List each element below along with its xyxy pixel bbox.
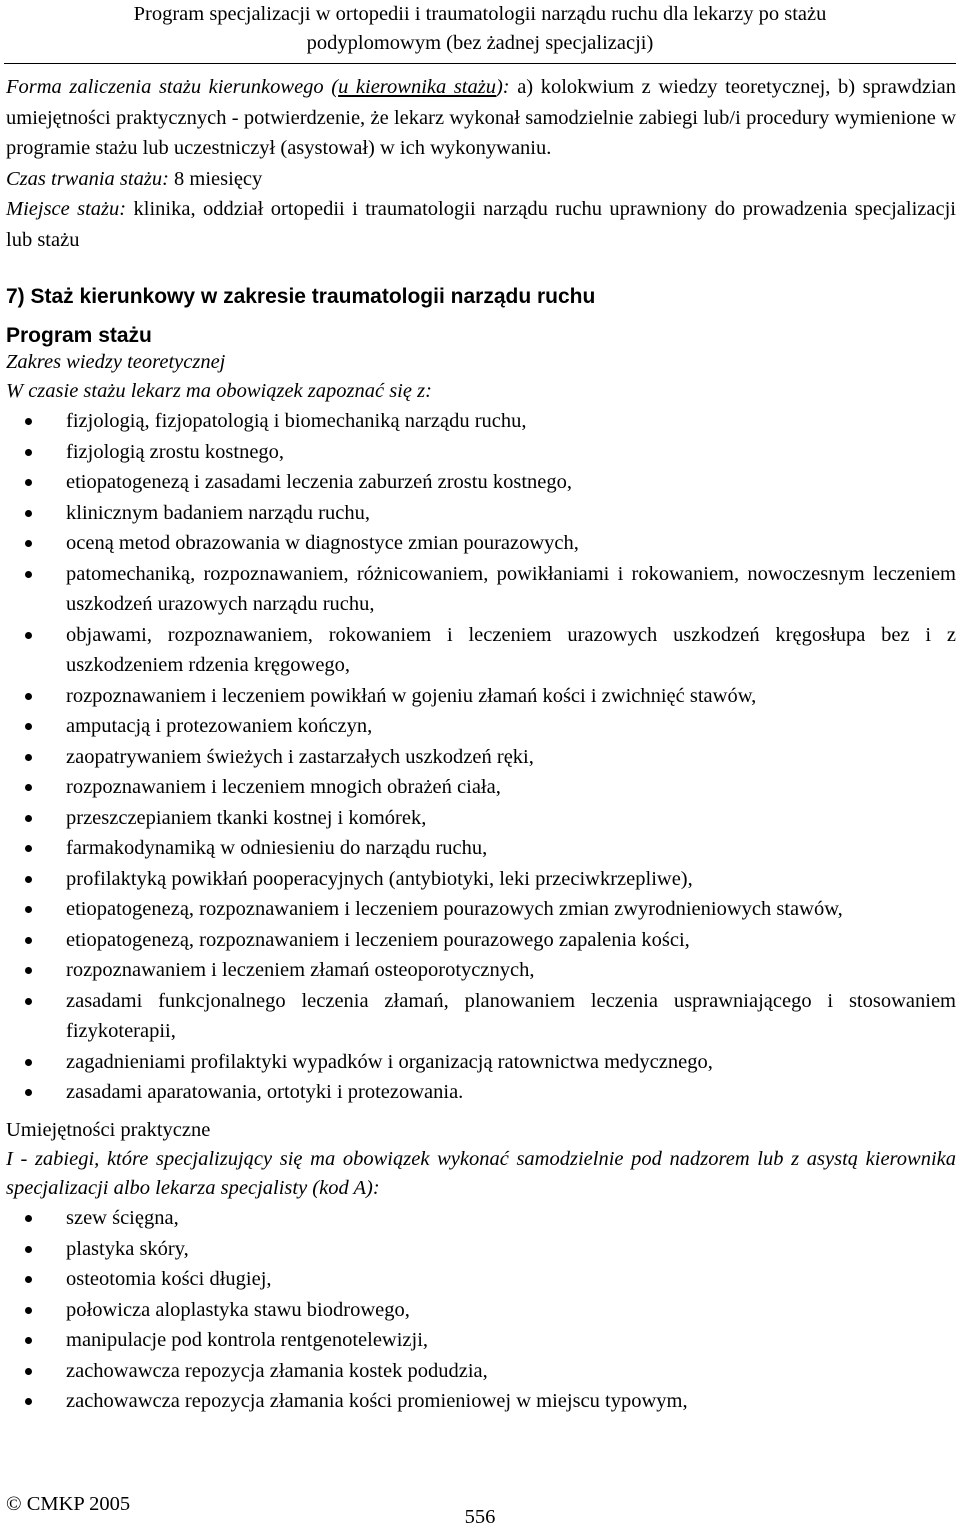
completion-label-underlined: u kierownika stażu (338, 76, 496, 98)
skills-list (6, 1203, 956, 1417)
bullet-icon (25, 1059, 32, 1066)
list-item: etiopatogenezą, rozpoznawaniem i leczeniem pourazowych zmian zwyrodnieniowych stawów, (6, 894, 956, 925)
list-item: połowicza aloplastyka stawu biodrowego, (6, 1295, 956, 1326)
completion-form-text: a) kolokwium z wiedzy teoretycznej, b) sprawdzian umiejętności praktycznych - potwierdzenie, że lekarz wykonał samodzielnie zabiegi lub/i procedury wymienione w programie stażu lub uczestniczył (asystował) w ich wykonywaniu. (6, 76, 956, 159)
bullet-icon (25, 510, 32, 517)
bullet-icon (25, 540, 32, 547)
list-item: rozpoznawaniem i leczeniem złamań osteoporotycznych, (6, 955, 956, 986)
knowledge-list (6, 406, 956, 1108)
skills-title: Umiejętności praktyczne (6, 1118, 211, 1141)
list-item: etiopatogenezą i zasadami leczenia zaburzeń zrostu kostnego, (6, 467, 956, 498)
header-title-line-1: Program specjalizacji w ortopedii i traumatologii narządu ruchu dla lekarzy po stażu (133, 3, 827, 25)
list-item: klinicznym badaniem narządu ruchu, (6, 498, 956, 529)
place-value: klinika, oddział ortopedii i traumatologii narządu ruchu uprawniony do prowadzenia specjalizacji lub stażu (6, 198, 956, 251)
bullet-icon (25, 815, 32, 822)
list-item: zaopatrywaniem świeżych i zastarzałych uszkodzeń ręki, (6, 742, 956, 773)
bullet-icon (25, 693, 32, 700)
list-item: osteotomia kości długiej, (6, 1264, 956, 1295)
list-item: profilaktyką powikłań pooperacyjnych (antybiotyki, leki przeciwkrzepliwe), (6, 864, 956, 895)
list-item: zasadami funkcjonalnego leczenia złamań, planowaniem leczenia usprawniającego i stosowaniem fizykoterapii, (6, 986, 956, 1047)
bullet-icon (25, 571, 32, 578)
list-item: zasadami aparatowania, ortotyki i protezowania. (6, 1077, 956, 1108)
place-paragraph (6, 194, 956, 255)
bullet-icon (25, 1337, 32, 1344)
bullet-icon (25, 1368, 32, 1375)
header-title-line-2: podyplomowym (bez żadnej specjalizacji) (306, 32, 654, 54)
list-item: plastyka skóry, (6, 1234, 956, 1265)
list-item: etiopatogenezą, rozpoznawaniem i leczeniem pourazowego zapalenia kości, (6, 925, 956, 956)
list-item: szew ścięgna, (6, 1203, 956, 1234)
bullet-icon (25, 845, 32, 852)
section-title: 7) Staż kierunkowy w zakresie traumatologii narządu ruchu (6, 285, 596, 308)
bullet-icon (25, 1398, 32, 1405)
bullet-icon (25, 723, 32, 730)
bullet-icon (25, 784, 32, 791)
bullet-icon (25, 998, 32, 1005)
duration-line (6, 164, 956, 195)
list-item: zachowawcza repozycja złamania kości promieniowej w miejscu typowym, (6, 1386, 956, 1417)
knowledge-title: Zakres wiedzy teoretycznej (6, 351, 226, 373)
skills-intro: I - zabiegi, które specjalizujący się ma obowiązek wykonać samodzielnie pod nadzorem lub z asystą kierownika specjalizacji albo lekarza specjalisty (kod A): (6, 1148, 956, 1199)
list-item: oceną metod obrazowania w diagnostyce zmian pourazowych, (6, 528, 956, 559)
bullet-icon (25, 1246, 32, 1253)
place-label: Miejsce stażu: (6, 198, 127, 220)
bullet-icon (25, 632, 32, 639)
list-item: przeszczepianiem tkanki kostnej i komórek, (6, 803, 956, 834)
program-title: Program stażu (6, 324, 152, 347)
bullet-icon (25, 1215, 32, 1222)
completion-label-part-2: ): (495, 76, 510, 98)
bullet-icon (25, 937, 32, 944)
running-header (0, 0, 960, 58)
completion-label-part-1: Forma zaliczenia stażu kierunkowego ( (6, 76, 339, 98)
footer-copyright: © CMKP 2005 (6, 1493, 131, 1515)
knowledge-intro: W czasie stażu lekarz ma obowiązek zapoznać się z: (6, 380, 432, 402)
list-item: patomechaniką, rozpoznawaniem, różnicowaniem, powikłaniami i rokowaniem, nowoczesnym leczeniem uszkodzeń urazowych narządu ruchu, (6, 559, 956, 620)
list-item: fizjologią, fizjopatologią i biomechaniką narządu ruchu, (6, 406, 956, 437)
list-item: rozpoznawaniem i leczeniem mnogich obrażeń ciała, (6, 772, 956, 803)
bullet-icon (25, 479, 32, 486)
page-content (6, 72, 956, 1417)
bullet-icon (25, 906, 32, 913)
list-item: zachowawcza repozycja złamania kostek podudzia, (6, 1356, 956, 1387)
list-item: amputacją i protezowaniem kończyn, (6, 711, 956, 742)
bullet-icon (25, 1089, 32, 1096)
list-item: zagadnieniami profilaktyki wypadków i organizacją ratownictwa medycznego, (6, 1047, 956, 1078)
list-item: manipulacje pod kontrola rentgenotelewizji, (6, 1325, 956, 1356)
list-item: farmakodynamiką w odniesieniu do narządu ruchu, (6, 833, 956, 864)
list-item: rozpoznawaniem i leczeniem powikłań w gojeniu złamań kości i zwichnięć stawów, (6, 681, 956, 712)
page-number: 556 (464, 1506, 496, 1528)
header-rule (4, 63, 956, 64)
list-item: fizjologią zrostu kostnego, (6, 437, 956, 468)
bullet-icon (25, 418, 32, 425)
bullet-icon (25, 1307, 32, 1314)
duration-value: 8 miesięcy (168, 167, 263, 190)
bullet-icon (25, 1276, 32, 1283)
bullet-icon (25, 754, 32, 761)
bullet-icon (25, 449, 32, 456)
bullet-icon (25, 967, 32, 974)
bullet-icon (25, 876, 32, 883)
list-item: objawami, rozpoznawaniem, rokowaniem i leczeniem urazowych uszkodzeń kręgosłupa bez i z uszkodzeniem rdzenia kręgowego, (6, 620, 956, 681)
duration-label: Czas trwania stażu: (6, 167, 169, 190)
completion-form-paragraph (6, 72, 956, 164)
completion-form-label (6, 76, 510, 98)
